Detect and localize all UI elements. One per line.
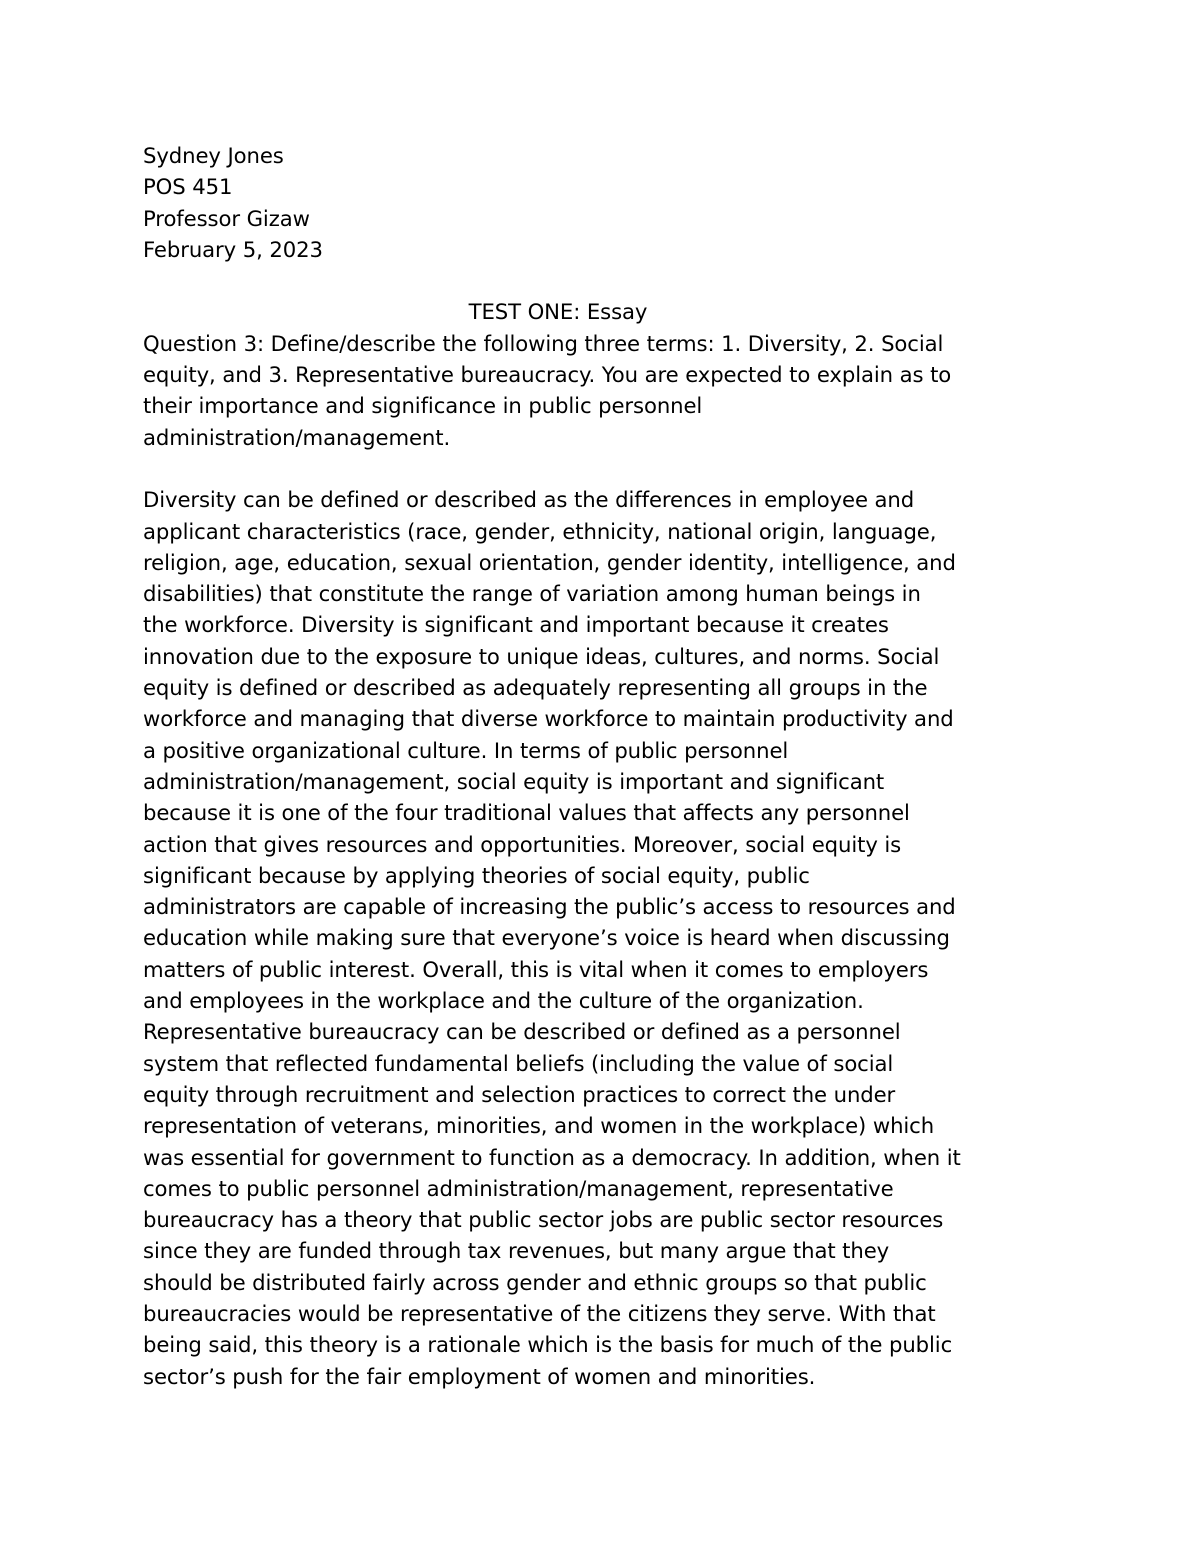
answer-paragraph [143,484,1063,1392]
answer-line: action that gives resources and opportunities. Moreover, social equity is [143,831,902,857]
question-paragraph [143,328,1063,453]
answer-line: administrators are capable of increasing the public’s access to resources and [143,894,956,920]
answer-line: and employees in the workplace and the culture of the organization. [143,988,864,1014]
question-line: their importance and significance in public personnel [143,393,703,419]
professor-name: Professor Gizaw [143,205,310,231]
answer-line: should be distributed fairly across gender and ethnic groups so that public [143,1269,927,1295]
answer-line: education while making sure that everyone’s voice is heard when discussing [143,925,950,951]
answer-line: because it is one of the four traditional values that affects any personnel [143,800,910,826]
document-body [143,140,1063,1392]
answer-line: Diversity can be defined or described as the differences in employee and [143,487,915,513]
answer-line: equity through recruitment and selection practices to correct the under [143,1081,896,1107]
author-name: Sydney Jones [143,143,284,168]
answer-line: applicant characteristics (race, gender, ethnicity, national origin, language, [143,518,937,544]
answer-line: since they are funded through tax revenues, but many argue that they [143,1238,890,1264]
answer-line: representation of veterans, minorities, and women in the workplace) which [143,1113,935,1139]
answer-line: bureaucracy has a theory that public sector jobs are public sector resources [143,1207,944,1233]
answer-line: workforce and managing that diverse workforce to maintain productivity and [143,706,954,732]
answer-line: religion, age, education, sexual orientation, gender identity, intelligence, and [143,549,956,575]
question-line: equity, and 3. Representative bureaucracy. You are expected to explain as to [143,362,952,388]
essay-title: TEST ONE: Essay [468,299,648,325]
answer-line: was essential for government to function as a democracy. In addition, when it [143,1144,961,1170]
answer-line: sector’s push for the fair employment of women and minorities. [143,1363,816,1389]
blank-line [143,453,1063,484]
answer-line: being said, this theory is a rationale which is the basis for much of the public [143,1332,953,1358]
answer-line: innovation due to the exposure to unique ideas, cultures, and norms. Social [143,643,940,669]
answer-line: Representative bureaucracy can be described or defined as a personnel [143,1019,901,1045]
answer-line: system that reflected fundamental beliefs (including the value of social [143,1050,894,1076]
answer-line: a positive organizational culture. In terms of public personnel [143,737,789,763]
answer-line: comes to public personnel administration/management, representative [143,1175,894,1201]
answer-line: significant because by applying theories of social equity, public [143,862,810,888]
document-date: February 5, 2023 [143,236,323,262]
answer-line: matters of public interest. Overall, this is vital when it comes to employers [143,956,929,982]
answer-line: equity is defined or described as adequately representing all groups in the [143,675,928,701]
answer-line: disabilities) that constitute the range of variation among human beings in [143,581,921,607]
blank-line [143,265,1063,296]
question-line: Question 3: Define/describe the following three terms: 1. Diversity, 2. Social [143,330,944,356]
answer-line: bureaucracies would be representative of the citizens they serve. With that [143,1300,936,1326]
answer-line: the workforce. Diversity is significant and important because it creates [143,612,889,638]
answer-line: administration/management, social equity is important and significant [143,768,885,794]
course-code: POS 451 [143,174,233,200]
question-line: administration/management. [143,424,451,450]
